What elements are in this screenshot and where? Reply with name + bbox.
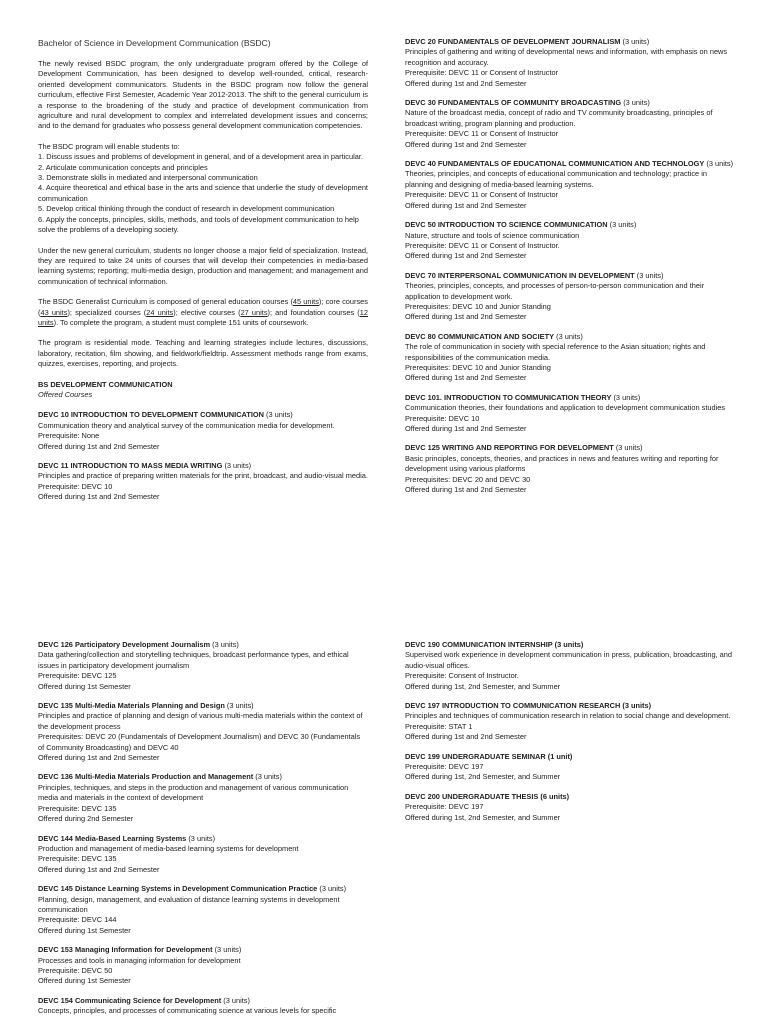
specialized-units: 24 units bbox=[146, 307, 174, 317]
course-entry bbox=[405, 752, 735, 783]
course-entry bbox=[405, 332, 735, 384]
course-heading bbox=[38, 410, 368, 420]
course-entry bbox=[38, 996, 368, 1017]
course-units: (3 units) bbox=[613, 392, 641, 402]
goal-item: 2. Articulate communication concepts and principles bbox=[38, 162, 208, 172]
course-detail: Prerequisite: DEVC 50 bbox=[38, 965, 113, 975]
course-entry bbox=[38, 461, 368, 503]
course-detail: Offered during 1st and 2nd Semester bbox=[405, 312, 527, 322]
course-list-col1-top bbox=[38, 410, 368, 502]
course-detail: Supervised work experience in development communication in press, publication, broadcasting, and audio-visual offices. bbox=[405, 650, 733, 670]
course-title: DEVC 50 INTRODUCTION TO SCIENCE COMMUNICATION bbox=[405, 220, 608, 230]
goals-intro: The BSDC program will enable students to: bbox=[38, 141, 180, 151]
course-entry bbox=[38, 884, 368, 936]
course-heading bbox=[38, 701, 368, 711]
course-detail: Prerequisite: DEVC 11 or Consent of Instructor. bbox=[405, 240, 560, 250]
course-detail: Prerequisite: DEVC 125 bbox=[38, 671, 117, 681]
program-goals bbox=[38, 142, 368, 236]
course-detail: Offered during 1st, 2nd Semester, and Summer bbox=[405, 772, 561, 782]
course-detail: Offered during 1st and 2nd Semester bbox=[38, 441, 160, 451]
course-title: DEVC 197 INTRODUCTION TO COMMUNICATION RESEARCH (3 units) bbox=[405, 701, 652, 711]
course-detail: Planning, design, management, and evaluation of distance learning systems in development communication bbox=[38, 894, 340, 914]
course-detail: Prerequisite: DEVC 11 or Consent of Instructor bbox=[405, 129, 559, 139]
goal-item: 4. Acquire theoretical and ethical base in the arts and science that underlie the study of development communication bbox=[38, 183, 368, 203]
course-title: DEVC 200 UNDERGRADUATE THESIS (6 units) bbox=[405, 791, 570, 801]
course-detail: Prerequisites: DEVC 10 and Junior Standing bbox=[405, 362, 551, 372]
course-entry bbox=[38, 772, 368, 824]
course-title: DEVC 136 Multi-Media Materials Production and Management bbox=[38, 772, 254, 782]
course-title: DEVC 199 UNDERGRADUATE SEMINAR (1 unit) bbox=[405, 751, 573, 761]
course-entry bbox=[38, 410, 368, 452]
course-detail: Principles and practice of planning and design of various multi-media materials within the context of the development process bbox=[38, 711, 363, 731]
course-heading bbox=[405, 98, 735, 108]
course-detail: Offered during 1st Semester bbox=[38, 681, 131, 691]
course-detail: Principles and practice of preparing written materials for the print, broadcast, and audio-visual media. bbox=[38, 471, 368, 481]
course-detail: Prerequisites: DEVC 10 and Junior Standing bbox=[405, 301, 551, 311]
course-detail: Offered during 1st and 2nd Semester bbox=[405, 373, 527, 383]
course-title: DEVC 30 FUNDAMENTALS OF COMMUNITY BROADCASTING bbox=[405, 98, 622, 108]
elective-units: 27 units bbox=[240, 307, 268, 317]
course-units: (3 units) bbox=[706, 159, 734, 169]
course-detail: Nature, structure and tools of science communication bbox=[405, 230, 580, 240]
course-detail: Prerequisite: DEVC 11 or Consent of Instructor bbox=[405, 68, 559, 78]
course-units: (3 units) bbox=[623, 98, 650, 108]
course-entry bbox=[38, 834, 368, 876]
course-list-col1-bottom bbox=[38, 640, 368, 1026]
course-detail: Nature of the broadcast media, concept of radio and TV community broadcasting, principles of broadcast writing, program planning and production. bbox=[405, 108, 713, 128]
course-heading bbox=[38, 996, 368, 1006]
course-detail: Offered during 1st and 2nd Semester bbox=[38, 864, 160, 874]
course-list-col2-top bbox=[405, 37, 735, 504]
course-entry bbox=[405, 271, 735, 323]
course-title: DEVC 11 INTRODUCTION TO MASS MEDIA WRITING bbox=[38, 461, 223, 470]
course-units: (3 units) bbox=[214, 945, 242, 955]
course-heading bbox=[405, 332, 735, 342]
course-heading bbox=[405, 271, 735, 281]
course-title: DEVC 190 COMMUNICATION INTERNSHIP (3 units) bbox=[405, 640, 584, 649]
course-entry bbox=[405, 640, 735, 692]
course-detail: Theories, principles, and concepts of educational communication and technology; practice in planning and designing of media-based learning systems. bbox=[405, 169, 707, 189]
course-detail: Prerequisite: None bbox=[38, 431, 100, 441]
course-entry bbox=[405, 220, 735, 262]
course-entry bbox=[405, 443, 735, 495]
goal-item: 5. Develop critical thinking through the conduct of research in development communication bbox=[38, 204, 335, 214]
course-title: DEVC 154 Communicating Science for Development bbox=[38, 995, 222, 1005]
course-detail: Prerequisite: DEVC 10 bbox=[405, 413, 480, 423]
course-units: (3 units) bbox=[319, 884, 347, 894]
page-title: Bachelor of Science in Development Communication (BSDC) bbox=[38, 38, 271, 48]
course-heading bbox=[405, 37, 735, 47]
course-detail: Offered during 1st and 2nd Semester bbox=[405, 251, 527, 261]
course-detail: Offered during 1st Semester bbox=[38, 976, 131, 986]
course-entry bbox=[405, 393, 735, 435]
course-title: DEVC 20 FUNDAMENTALS OF DEVELOPMENT JOURNALISM bbox=[405, 37, 621, 46]
course-units: (3 units) bbox=[609, 220, 637, 230]
course-units: (3 units) bbox=[224, 461, 252, 470]
course-title: DEVC 126 Participatory Development Journalism bbox=[38, 640, 211, 649]
course-detail: Offered during 1st, 2nd Semester, and Summer bbox=[405, 681, 561, 691]
intro-paragraph: The newly revised BSDC program, the only undergraduate program offered by the College of Development Communication, has been designed to develop well-rounded, critical, research-oriented development communicators. Students in the BSDC program now follow the general curriculum, effective First Semester, Academic Year 2012-2013. The shift to the general curriculum is a response to the broadening of the study and practice of development communication from agriculture and rural development to complex and interrelated development issues and concerns; and to the demand for graduates who possess general development communication competencies. bbox=[38, 59, 368, 131]
course-detail: Prerequisites: DEVC 20 (Fundamentals of Development Journalism) and DEVC 30 (Fundamentals of Community Broadcasting) and DEVC 40 bbox=[38, 732, 361, 752]
modes-paragraph: The program is residential mode. Teaching and learning strategies include lectures, discussions, laboratory, recitation, film showing, and fieldwork/fieldtrip. Assessment methods range from exams, quizzes, exercises, reporting, and projects. bbox=[38, 338, 368, 369]
course-detail: Data gathering/collection and storytelling techniques, broadcast performance types, and ethical issues in participatory development journalism bbox=[38, 650, 349, 670]
course-detail: Offered during 1st and 2nd Semester bbox=[38, 492, 160, 502]
course-heading bbox=[405, 640, 735, 650]
course-heading bbox=[38, 640, 368, 650]
course-heading bbox=[405, 792, 735, 802]
course-entry bbox=[405, 792, 735, 823]
ge-units: 45 units bbox=[292, 297, 319, 307]
course-detail: Processes and tools in managing information for development bbox=[38, 955, 241, 965]
course-title: DEVC 145 Distance Learning Systems in Development Communication Practice bbox=[38, 884, 318, 894]
course-detail: Offered during 1st Semester bbox=[38, 925, 131, 935]
course-heading bbox=[405, 752, 735, 762]
course-heading bbox=[405, 443, 735, 453]
course-detail: Offered during 1st and 2nd Semester bbox=[405, 732, 527, 742]
course-title: DEVC 135 Multi-Media Materials Planning and Design bbox=[38, 701, 225, 711]
course-units: (3 units) bbox=[266, 410, 293, 420]
goal-item: 3. Demonstrate skills in mediated and interpersonal communication bbox=[38, 173, 258, 183]
course-entry bbox=[405, 98, 735, 150]
course-detail: Production and management of media-based learning systems for development bbox=[38, 843, 299, 853]
course-detail: Prerequisites: DEVC 20 and DEVC 30 bbox=[405, 474, 531, 484]
course-units: (3 units) bbox=[622, 37, 650, 46]
course-heading bbox=[38, 834, 368, 844]
curriculum-paragraph: Under the new general curriculum, students no longer choose a major field of specialization. Instead, they are required to take 24 units of courses that will develop their competencies in media-based learning systems; reporting; multi-media design, production and management; and management and communication of technical information. bbox=[38, 245, 368, 286]
course-heading bbox=[38, 884, 368, 894]
course-title: DEVC 70 INTERPERSONAL COMMUNICATION IN DEVELOPMENT bbox=[405, 270, 635, 280]
course-units: (3 units) bbox=[636, 270, 664, 280]
course-heading bbox=[405, 701, 735, 711]
course-heading bbox=[405, 393, 735, 403]
course-detail: Prerequisite: DEVC 135 bbox=[38, 854, 117, 864]
course-detail: Offered during 1st and 2nd Semester bbox=[38, 753, 160, 763]
course-title: DEVC 40 FUNDAMENTALS OF EDUCATIONAL COMMUNICATION AND TECHNOLOGY bbox=[405, 159, 705, 169]
course-entry bbox=[38, 701, 368, 763]
course-detail: Communication theory and analytical survey of the communication media for development. bbox=[38, 420, 335, 430]
course-title: DEVC 101. INTRODUCTION TO COMMUNICATION THEORY bbox=[405, 392, 612, 402]
course-entry bbox=[38, 945, 368, 987]
program-description bbox=[38, 38, 368, 512]
course-list-col2-bottom bbox=[405, 640, 735, 832]
course-detail: Offered during 1st and 2nd Semester bbox=[405, 485, 527, 495]
section-subheading: Offered Courses bbox=[38, 389, 93, 399]
course-units: (3 units) bbox=[188, 833, 216, 843]
course-entry bbox=[38, 640, 368, 692]
course-title: DEVC 153 Managing Information for Development bbox=[38, 945, 213, 955]
course-entry bbox=[405, 701, 735, 743]
course-detail: The role of communication in society with special reference to the Asian situation; rights and responsibilities of the communication media. bbox=[405, 342, 706, 362]
course-title: DEVC 144 Media-Based Learning Systems bbox=[38, 833, 187, 843]
course-units: (3 units) bbox=[226, 701, 254, 711]
course-detail: Offered during 1st and 2nd Semester bbox=[405, 424, 527, 433]
course-units: (3 units) bbox=[615, 443, 643, 453]
course-entry bbox=[405, 159, 735, 211]
course-detail: Principles of gathering and writing of developmental news and information, with emphasis on news recognition and accuracy. bbox=[405, 47, 728, 67]
course-detail: Basic principles, concepts, theories, and practices in news and features writing and reporting for development using various platforms bbox=[405, 453, 719, 474]
course-heading bbox=[405, 220, 735, 230]
course-detail: Prerequisite: DEVC 197 bbox=[405, 802, 484, 812]
course-detail: Offered during 2nd Semester bbox=[38, 814, 134, 824]
course-units: (3 units) bbox=[212, 640, 239, 649]
course-heading bbox=[38, 461, 368, 471]
course-units: (3 units) bbox=[255, 772, 282, 782]
course-detail: Prerequisite: Consent of Instructor. bbox=[405, 671, 519, 681]
course-detail: Offered during 1st, 2nd Semester, and Summer bbox=[405, 812, 561, 822]
course-detail: Prerequisite: DEVC 135 bbox=[38, 803, 117, 813]
course-title: DEVC 80 COMMUNICATION AND SOCIETY bbox=[405, 331, 555, 341]
course-units: (3 units) bbox=[556, 331, 583, 341]
course-units: (3 units) bbox=[223, 995, 250, 1005]
course-detail: Offered during 1st and 2nd Semester bbox=[405, 200, 527, 210]
course-detail: Prerequisite: DEVC 11 or Consent of Instructor bbox=[405, 190, 559, 200]
course-detail: Principles, techniques, and steps in the production and management of various communication media and materials in the context of development bbox=[38, 782, 349, 803]
course-detail: Prerequisite: STAT 1 bbox=[405, 721, 473, 731]
core-units: 43 units bbox=[40, 307, 68, 317]
course-title: DEVC 10 INTRODUCTION TO DEVELOPMENT COMMUNICATION bbox=[38, 410, 264, 420]
course-heading bbox=[405, 159, 735, 169]
goal-item: 1. Discuss issues and problems of development in general, and of a development area in particular. bbox=[38, 152, 363, 162]
course-heading bbox=[38, 945, 368, 955]
course-entry bbox=[405, 37, 735, 89]
course-detail: Prerequisite: DEVC 10 bbox=[38, 481, 113, 491]
course-detail: Theories, principles, concepts, and processes of person-to-person communication and their application to development work. bbox=[405, 281, 705, 301]
goal-item: 6. Apply the concepts, principles, skills, methods, and tools of development communication to help solve the problems of a developing society. bbox=[38, 214, 359, 235]
course-title: DEVC 125 WRITING AND REPORTING FOR DEVELOPMENT bbox=[405, 443, 614, 453]
foundation-units: 12 units bbox=[38, 307, 369, 327]
course-detail: Prerequisite: DEVC 144 bbox=[38, 915, 117, 925]
course-detail: Principles and techniques of communication research in relation to social change and development. bbox=[405, 711, 731, 721]
course-detail: Prerequisite: DEVC 197 bbox=[405, 762, 484, 772]
course-detail: Offered during 1st and 2nd Semester bbox=[405, 78, 527, 88]
units-paragraph: The BSDC Generalist Curriculum is composed of general education courses (45 units); core courses (43 units); specialized courses (24 units); elective courses (27 units); and foundation courses (12 units). To complete the program, a student must complete 151 units of coursework. bbox=[38, 297, 369, 327]
course-detail: Communication theories, their foundations and application to development communication studies bbox=[405, 403, 726, 413]
course-detail: Concepts, principles, and processes of communicating science at various levels for specific bbox=[38, 1006, 337, 1016]
course-heading bbox=[38, 772, 368, 782]
section-heading: BS DEVELOPMENT COMMUNICATION bbox=[38, 379, 173, 389]
course-detail: Offered during 1st and 2nd Semester bbox=[405, 139, 527, 149]
